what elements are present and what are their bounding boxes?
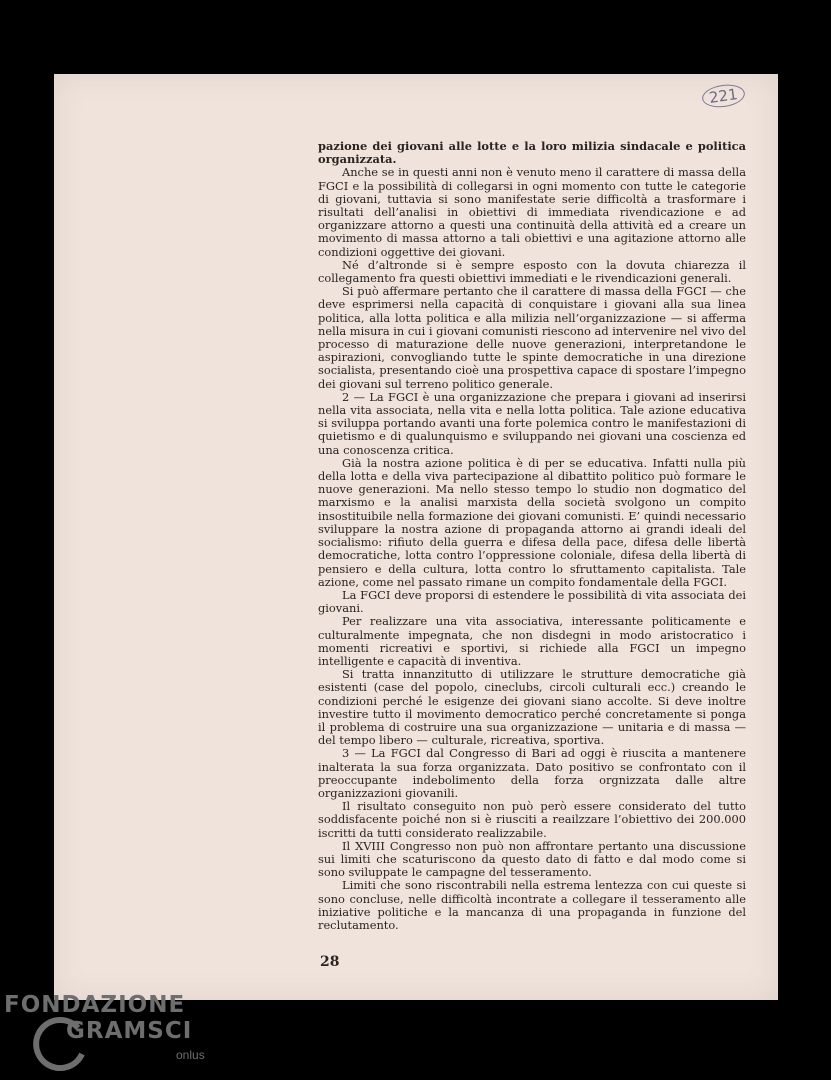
paragraph: pazione dei giovani alle lotte e la loro milizia sindacale e politica organizzata. [318, 139, 746, 167]
paragraph: Si tratta innanzitutto di utilizzare le strutture democratiche già esistenti (case del popolo, cineclubs, circoli culturali ecc.) creando le condizioni perché le esigenze dei giovani siano accolte. Si deve inoltre investire tutto il movimento democratico perché concretamente si ponga il problema di costruire una sua organizzazione — unitaria e di massa — del tempo libero — culturale, ricreativa, sportiva. [318, 667, 746, 748]
paragraph: 3 — La FGCI dal Congresso di Bari ad oggi è riuscita a mantenere inalterata la sua forza organizzata. Dato positivo se confrontato con il preoccupante indebolimento della forza orgnizzata dalle altre organizzazioni giovanili. [318, 746, 746, 800]
paragraph: Limiti che sono riscontrabili nella estrema lentezza con cui queste si sono concluse, nelle difficoltà incontrate a collegare il tesseramento alle iniziative politiche e la mancanza di una propaganda in funzione del reclutamento. [318, 878, 746, 932]
handwritten-page-annotation: 221 [701, 82, 746, 110]
fondazione-gramsci-logo [0, 990, 220, 1080]
paragraph: Il XVIII Congresso non può non affrontare pertanto una discussione sui limiti che scaturiscono da questo dato di fatto e dal modo come si sono sviluppate le campagne del tesseramento. [318, 838, 746, 880]
paragraph: Né d’altronde si è sempre esposto con la dovuta chiarezza il collegamento fra questi obiettivi immediati e le rivendicazioni generali. [318, 257, 746, 286]
logo-line-gramsci: GRAMSCI [66, 1018, 193, 1044]
paragraph: 2 — La FGCI è una organizzazione che prepara i giovani ad inserirsi nella vita associata, nella vita e nella lotta politica. Tale azione educativa si sviluppa portando avanti una forte polemica contro le manifestazioni di quietismo e di qualunquismo e sviluppando nei giovani una coscienza ed una conoscenza critica. [318, 389, 746, 457]
logo-line-onlus: onlus [176, 1048, 205, 1062]
paragraph: Anche se in questi anni non è venuto meno il carattere di massa della FGCI e la possibilità di collegarsi in ogni momento con tutte le categorie di giovani, tuttavia si sono manifestate serie difficoltà a trasformare i risultati dell’analisi in obiettivi di immediata rivendicazione e ad organizzare attorno a questi una continuità della attività ed a creare un movimento di massa attorno a tali obiettivi e una agitazione attorno alle condizioni oggettive dei giovani. [318, 165, 746, 259]
paragraph: Già la nostra azione politica è di per se educativa. Infatti nulla più della lotta e della viva partecipazione al dibattito politico può formare le nuove generazioni. Ma nello stesso tempo lo studio non dogmatico del marxismo e la analisi marxista della società svolgono un compito insostituibile nella formazione dei giovani comunisti. E’ quindi necessario sviluppare la nostra azione di propaganda attorno ai grandi ideali del socialismo: rifiuto della guerra e difesa della pace, difesa delle libertà democratiche, lotta contro l’oppressione coloniale, difesa della libertà di pensiero e della cultura, lotta contro lo sfruttamento capitalista. Tale azione, come nel passato rimane un compito fondamentale della FGCI. [318, 455, 746, 589]
paragraph: Il risultato conseguito non può però essere considerato del tutto soddisfacente poiché non si è riusciti a reailzzare l’obiettivo dei 200.000 iscritti da tutti considerato realizzabile. [318, 799, 746, 840]
logo-line-fondazione: FONDAZIONE [4, 992, 186, 1018]
paragraph: Per realizzare una vita associativa, interessante politicamente e culturalmente impegnata, che non disdegni in modo aristocratico i momenti ricreativi e sportivi, si richiede alla FGCI un impegno intelligente e capacità di inventiva. [318, 614, 746, 668]
page-number: 28 [320, 954, 340, 970]
paragraph: Si può affermare pertanto che il carattere di massa della FGCI — che deve esprimersi nella capacità di conquistare i giovani alla sua linea politica, alla lotta politica e alla milizia nell’organizzazione — si afferma nella misura in cui i giovani comunisti riescono ad intervenire nel vivo del processo di maturazione delle nuove generazioni, interpretandone le aspirazioni, convogliando tutte le spinte democratiche in una direzione socialista, presentando cioè una prospettiva capace di spostare l’impegno dei giovani sul terreno politico generale. [318, 284, 746, 391]
paragraph: La FGCI deve proporsi di estendere le possibilità di vita associata dei giovani. [318, 587, 746, 616]
body-text [318, 140, 746, 932]
